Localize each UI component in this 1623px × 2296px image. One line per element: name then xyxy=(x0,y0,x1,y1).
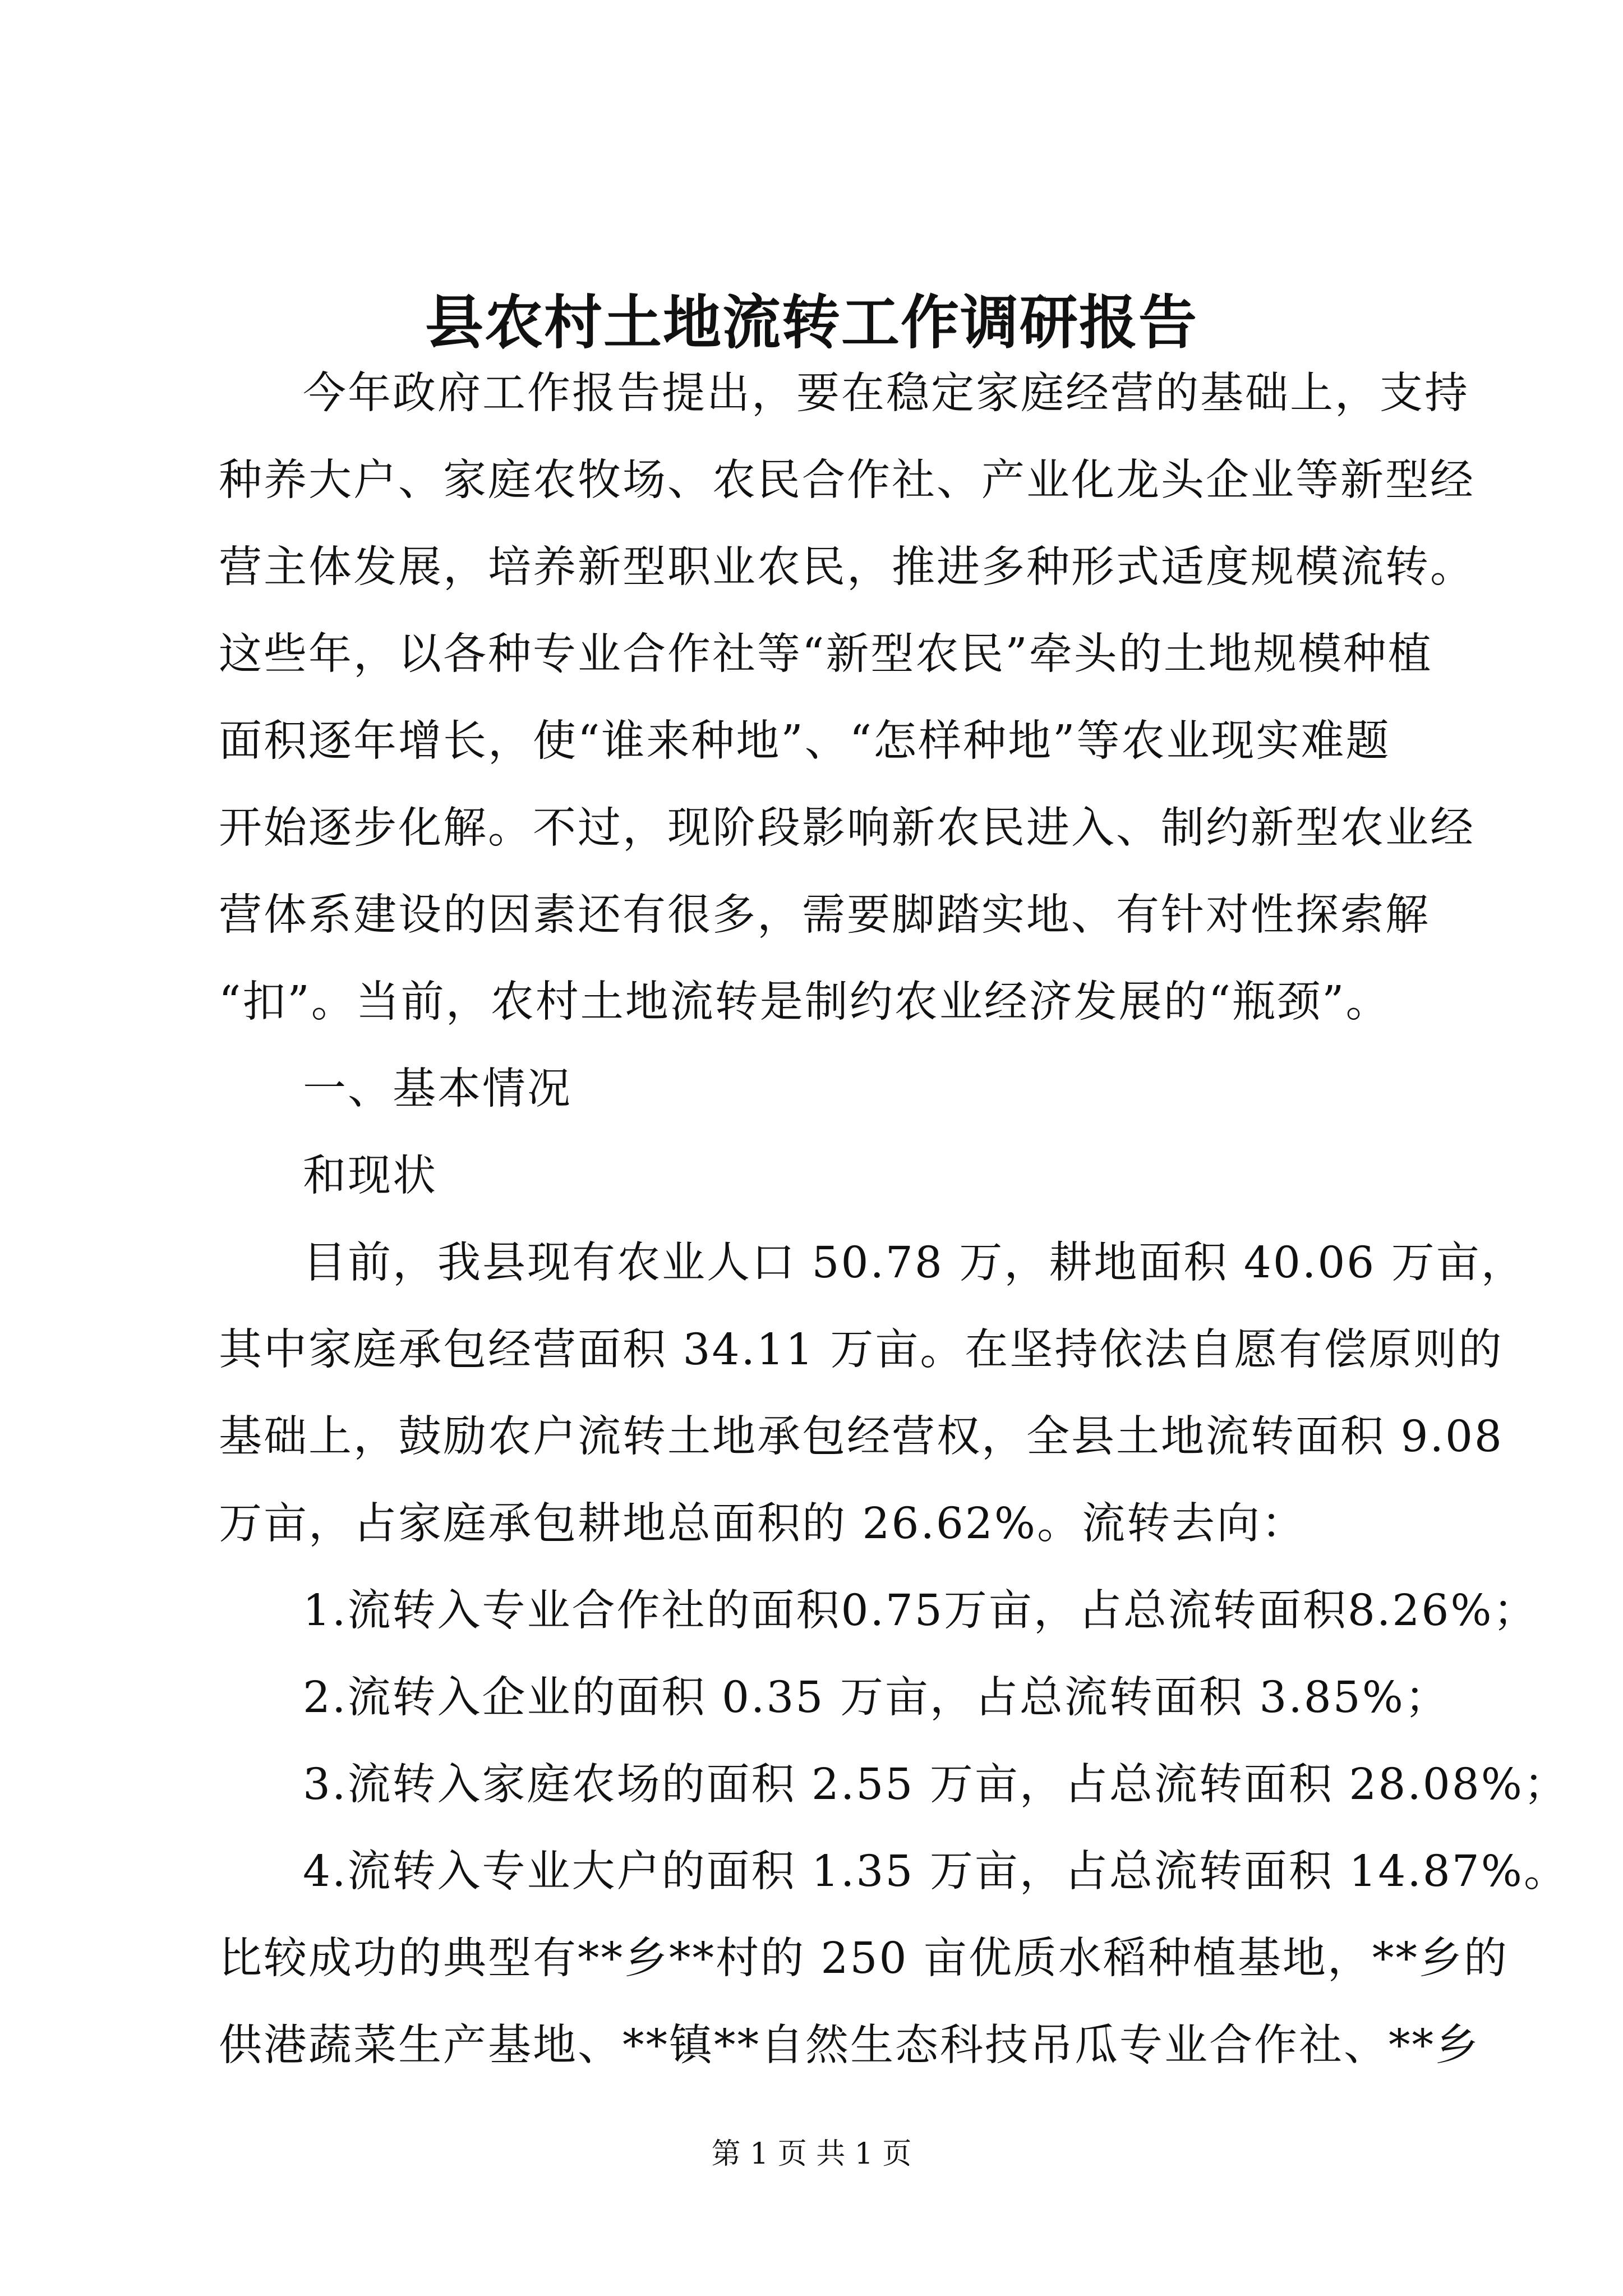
paragraph-line: 营体系建设的因素还有很多，需要脚踏实地、有针对性探索解 xyxy=(219,890,1430,940)
section-heading: 一、基本情况 xyxy=(303,1064,572,1114)
page-number: 第 1 页 共 1 页 xyxy=(711,2137,912,2171)
paragraph-line: 面积逐年增长，使“谁来种地”、“怎样种地”等农业现实难题 xyxy=(219,716,1391,766)
paragraph-line: 这些年，以各种专业合作社等“新型农民”牵头的土地规模种植 xyxy=(219,629,1433,679)
paragraph-line: 万亩，占家庭承包耕地总面积的 26.62%。流转去向： xyxy=(219,1499,1307,1549)
paragraph-line: 营主体发展，培养新型职业农民，推进多种形式适度规模流转。 xyxy=(219,542,1475,592)
list-item: 3.流转入家庭农场的面积 2.55 万亩，占总流转面积 28.08%； xyxy=(303,1760,1569,1810)
paragraph-line: 今年政府工作报告提出，要在稳定家庭经营的基础上，支持 xyxy=(303,369,1469,418)
list-item: 1.流转入专业合作社的面积0.75万亩，占总流转面积8.26%； xyxy=(303,1586,1538,1636)
paragraph-line: 供港蔬菜生产基地、**镇**自然生态科技吊瓜专业合作社、**乡 xyxy=(219,2021,1480,2070)
paragraph-line: 比较成功的典型有**乡**村的 250 亩优质水稻种植基地，**乡的 xyxy=(219,1934,1509,1984)
list-item: 4.流转入专业大户的面积 1.35 万亩，占总流转面积 14.87%。 xyxy=(303,1847,1569,1897)
section-heading-continuation: 和现状 xyxy=(303,1151,437,1201)
paragraph-line: 其中家庭承包经营面积 34.11 万亩。在坚持依法自愿有偿原则的 xyxy=(219,1325,1504,1375)
paragraph-line: 目前，我县现有农业人口 50.78 万，耕地面积 40.06 万亩， xyxy=(303,1238,1526,1288)
document-title: 县农村土地流转工作调研报告 xyxy=(425,288,1198,357)
list-item: 2.流转入企业的面积 0.35 万亩，占总流转面积 3.85%； xyxy=(303,1673,1450,1723)
paragraph-line: 基础上，鼓励农户流转土地承包经营权，全县土地流转面积 9.08 xyxy=(219,1412,1504,1462)
paragraph-line: 种养大户、家庭农牧场、农民合作社、产业化龙头企业等新型经 xyxy=(219,455,1475,505)
paragraph-line: “扣”。当前，农村土地流转是制约农业经济发展的“瓶颈”。 xyxy=(219,977,1391,1027)
paragraph-line: 开始逐步化解。不过，现阶段影响新农民进入、制约新型农业经 xyxy=(219,803,1475,853)
